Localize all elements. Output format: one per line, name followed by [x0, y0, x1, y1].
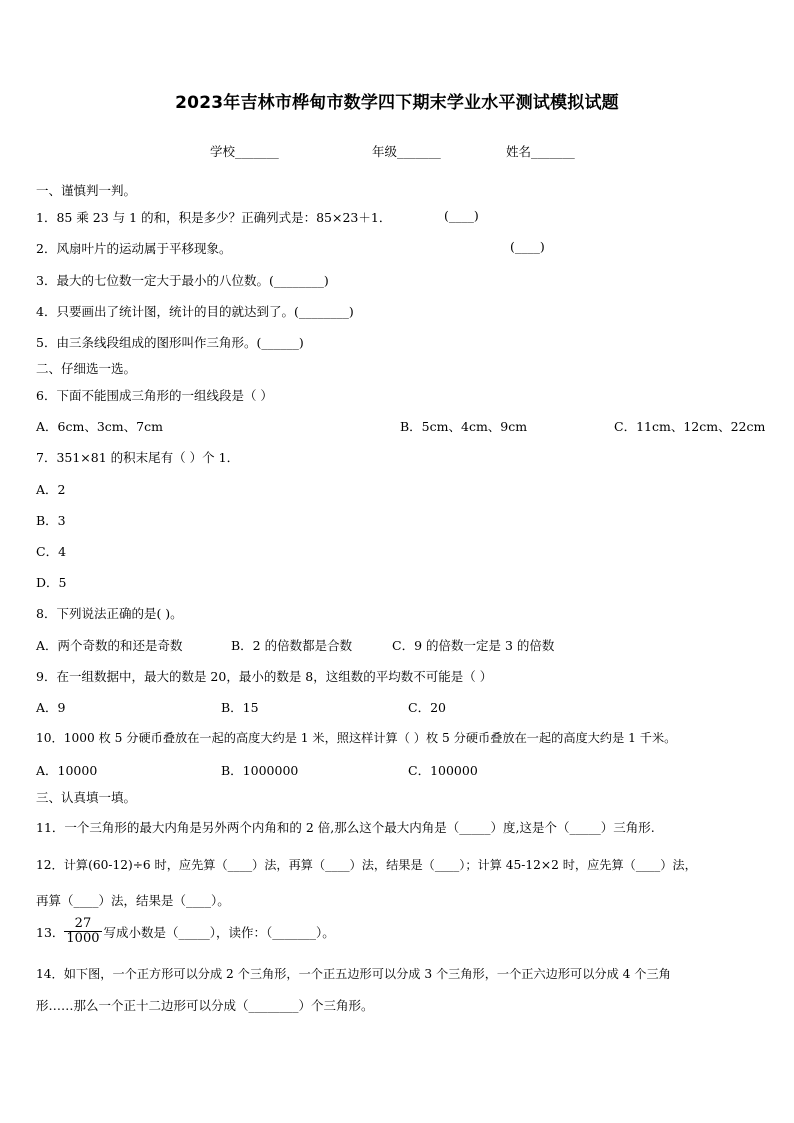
- section-heading-choose: 二、仔细选一选。: [36, 361, 137, 376]
- student-info-row: [0, 142, 794, 160]
- question-13: [36, 917, 335, 946]
- page-title: 2023年吉林市桦甸市数学四下期末学业水平测试模拟试题: [175, 93, 619, 113]
- name-field[interactable]: 姓名_______: [506, 144, 575, 159]
- q7-option-a[interactable]: A．2: [36, 482, 66, 497]
- q8-option-b[interactable]: B．2 的倍数都是合数: [231, 638, 353, 653]
- question-11: 11．一个三角形的最大内角是另外两个内角和的 2 倍,那么这个最大内角是（_____）度,这是个（_____）三角形.: [36, 820, 655, 835]
- question-13-text: 写成小数是（_____），读作：（_______）。: [103, 924, 335, 940]
- q7-option-d[interactable]: D．5: [36, 575, 67, 590]
- fraction-denominator: 1000: [66, 931, 100, 946]
- q10-option-b[interactable]: B．1000000: [221, 763, 299, 778]
- question-3: 3．最大的七位数一定大于最小的八位数。(________): [36, 273, 329, 288]
- question-14-line-2: 形……那么一个正十二边形可以分成（________）个三角形。: [36, 998, 374, 1013]
- section-heading-judge: 一、谨慎判一判。: [36, 183, 137, 198]
- grade-field[interactable]: 年级_______: [372, 144, 441, 159]
- question-4: 4．只要画出了统计图，统计的目的就达到了。(________): [36, 304, 354, 319]
- question-1: 1．85 乘 23 与 1 的和，积是多少？正确列式是：85×23＋1．: [36, 210, 392, 225]
- q8-option-a[interactable]: A．两个奇数的和还是奇数: [36, 638, 183, 653]
- question-13-number: 13．: [36, 924, 65, 940]
- question-2: 2．风扇叶片的运动属于平移现象。: [36, 241, 232, 256]
- question-9: 9．在一组数据中，最大的数是 20，最小的数是 8，这组数的平均数不可能是（ ）: [36, 669, 493, 684]
- question-8: 8．下列说法正确的是( )。: [36, 606, 183, 621]
- q9-option-b[interactable]: B．15: [221, 700, 259, 715]
- question-12-line-1: 12．计算(60-12)÷6 时，应先算（____）法，再算（____）法，结果是（____）；计算 45-12×2 时，应先算（____）法，: [36, 858, 697, 872]
- answer-blank-q1[interactable]: (____): [444, 208, 479, 223]
- fraction-numerator: 27: [64, 917, 101, 932]
- question-12-line-2: 再算（____）法，结果是（____）。: [36, 893, 230, 908]
- q6-option-a[interactable]: A．6cm、3cm、7cm: [36, 419, 163, 434]
- q9-option-a[interactable]: A．9: [36, 700, 66, 715]
- q8-option-c[interactable]: C．9 的倍数一定是 3 的倍数: [392, 638, 555, 653]
- q10-option-c[interactable]: C．100000: [408, 763, 478, 778]
- question-10: 10．1000 枚 5 分硬币叠放在一起的高度大约是 1 米，照这样计算（ ）枚 5 分硬币叠放在一起的高度大约是 1 千米。: [36, 731, 677, 745]
- question-5: 5．由三条线段组成的图形叫作三角形。(______): [36, 335, 304, 350]
- q6-option-c[interactable]: C．11cm、12cm、22cm: [614, 419, 766, 434]
- fraction-27-over-1000: [64, 917, 101, 946]
- section-heading-fill: 三、认真填一填。: [36, 790, 137, 805]
- q6-option-b[interactable]: B．5cm、4cm、9cm: [400, 419, 528, 434]
- q10-option-a[interactable]: A．10000: [36, 763, 98, 778]
- q7-option-b[interactable]: B．3: [36, 513, 66, 528]
- q9-option-c[interactable]: C．20: [408, 700, 446, 715]
- question-14-line-1: 14．如下图，一个正方形可以分成 2 个三角形，一个正五边形可以分成 3 个三角形，一个正六边形可以分成 4 个三角: [36, 967, 671, 981]
- q7-option-c[interactable]: C．4: [36, 544, 67, 559]
- school-field[interactable]: 学校_______: [210, 144, 279, 159]
- answer-blank-q2[interactable]: (____): [510, 239, 545, 254]
- question-7: 7．351×81 的积末尾有（ ）个 1．: [36, 450, 240, 465]
- question-6: 6．下面不能围成三角形的一组线段是（ ）: [36, 388, 273, 403]
